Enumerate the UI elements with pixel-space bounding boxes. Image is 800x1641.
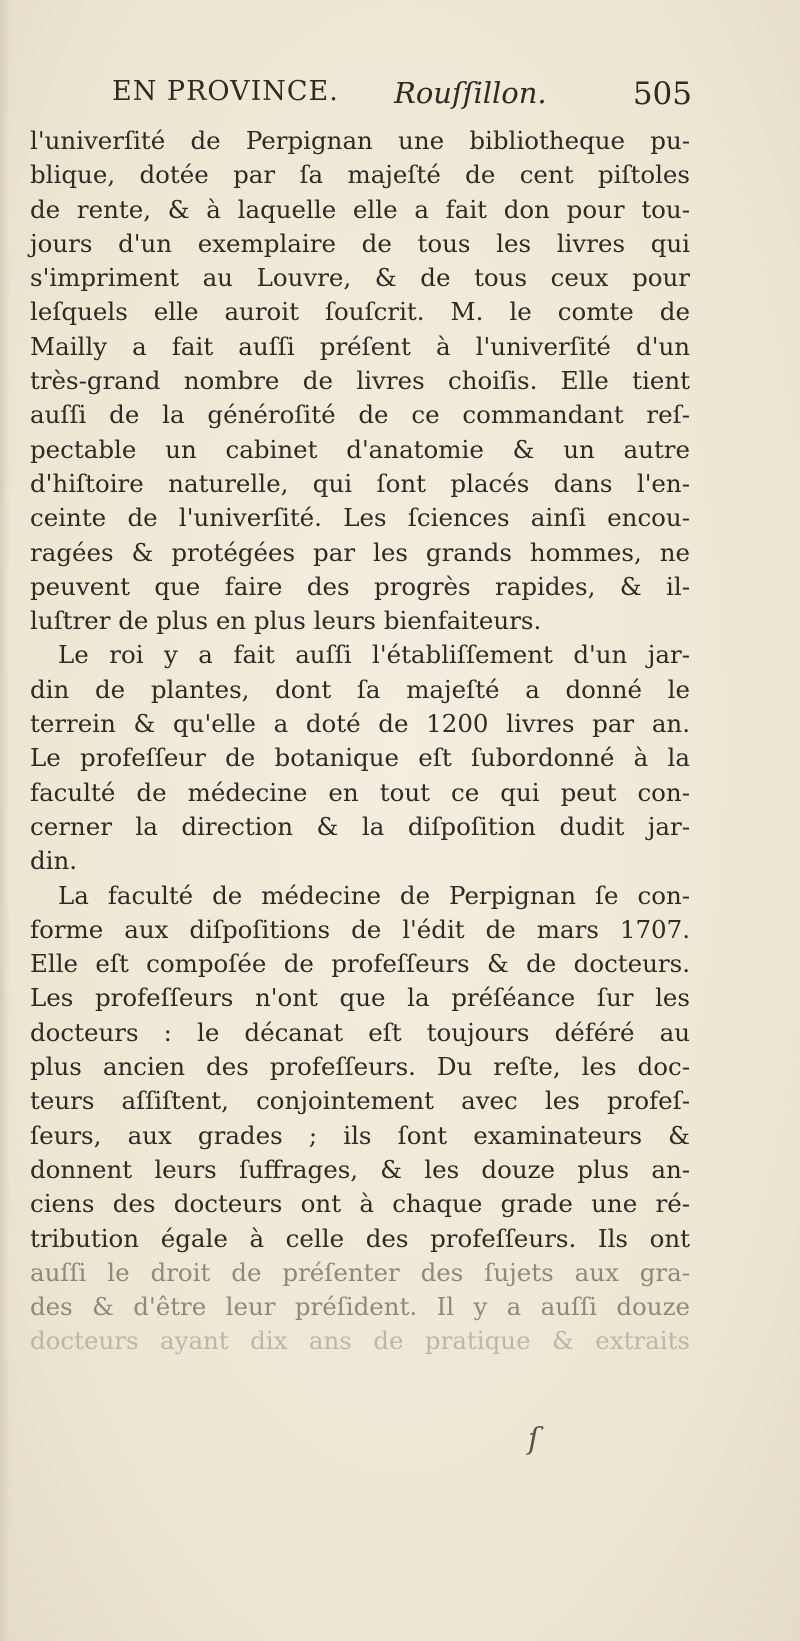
text-line: faculté de médecine en tout ce qui peut con-	[30, 777, 690, 807]
paragraph-library	[30, 124, 690, 638]
text-line: d'hiſtoire naturelle, qui ſont placés dans l'en-	[30, 468, 690, 498]
text-line: très-grand nombre de livres choiſis. Elle tient	[30, 366, 690, 396]
text-line: La faculté de médecine de Perpignan ſe con-	[58, 880, 690, 910]
text-line: Le roi y a fait auſſi l'établiſſement d'un jar-	[58, 640, 690, 670]
text-line: de rente, & à laquelle elle a fait don pour tou-	[30, 194, 690, 224]
text-line: Elle eſt compoſée de profeſſeurs & de docteurs.	[30, 949, 690, 979]
text-line: leſquels elle auroit ſouſcrit. M. le comte de	[30, 297, 690, 327]
text-line: jours d'un exemplaire de tous les livres qui	[30, 228, 690, 258]
text-line: din.	[30, 846, 78, 876]
text-line: auſſi de la généroſité de ce commandant reſ-	[30, 400, 690, 430]
text-line: blique, dotée par ſa majeſté de cent piſtoles	[30, 160, 690, 190]
paragraph-faculty-of-medicine	[30, 879, 690, 1359]
text-line: des & d'être leur préſident. Il y a auſſi douze	[30, 1292, 690, 1322]
signature-mark: ſ	[528, 1422, 540, 1457]
text-line: cerner la direction & la diſpoſition dudit jar-	[30, 811, 690, 841]
text-line: forme aux diſpoſitions de l'édit de mars 1707.	[30, 914, 690, 944]
text-line: auſſi le droit de préſenter des ſujets aux gra-	[30, 1257, 690, 1287]
page-gutter-shadow	[0, 0, 10, 1641]
text-line: s'impriment au Louvre, & de tous ceux pour	[30, 263, 690, 293]
text-line: terrein & qu'elle a doté de 1200 livres par an.	[30, 709, 690, 739]
page-number: 505	[632, 76, 692, 112]
text-line: donnent leurs ſuffrages, & les douze plus an-	[30, 1154, 690, 1184]
text-line: Les profeſſeurs n'ont que la préſéance ſur les	[30, 983, 690, 1013]
text-line: din de plantes, dont ſa majeſté a donné le	[30, 674, 690, 704]
text-line: Mailly a fait auſſi préſent à l'univerſité d'un	[30, 331, 690, 361]
text-line: pectable un cabinet d'anatomie & un autre	[30, 434, 690, 464]
body-text	[30, 124, 690, 1359]
running-header	[112, 76, 692, 116]
text-line: luſtrer de plus en plus leurs bienfaiteurs.	[30, 606, 542, 636]
text-line: ciens des docteurs ont à chaque grade une ré-	[30, 1189, 690, 1219]
paragraph-botanical-garden	[30, 638, 690, 878]
text-line: peuvent que faire des progrès rapides, & il-	[30, 571, 690, 601]
text-line: l'univerſité de Perpignan une bibliotheque pu-	[30, 126, 690, 155]
text-line: Le profeſſeur de botanique eſt ſubordonné à la	[30, 743, 690, 773]
text-line: docteurs ayant dix ans de pratique & extraits	[30, 1326, 690, 1356]
text-line: docteurs : le décanat eſt toujours déféré au	[30, 1017, 690, 1047]
text-line: tribution égale à celle des profeſſeurs. Ils ont	[30, 1223, 690, 1253]
text-line: ſeurs, aux grades ; ils ſont examinateurs &	[30, 1120, 690, 1150]
text-line: plus ancien des profeſſeurs. Du reſte, les doc-	[30, 1052, 690, 1082]
running-title: EN PROVINCE.	[112, 76, 339, 107]
text-line: ceinte de l'univerſité. Les ſciences ainſi encou-	[30, 503, 690, 533]
section-title: Rouſſillon.	[394, 76, 547, 110]
text-line: teurs aſſiſtent, conjointement avec les profeſ-	[30, 1086, 690, 1116]
text-line: ragées & protégées par les grands hommes, ne	[30, 537, 690, 567]
